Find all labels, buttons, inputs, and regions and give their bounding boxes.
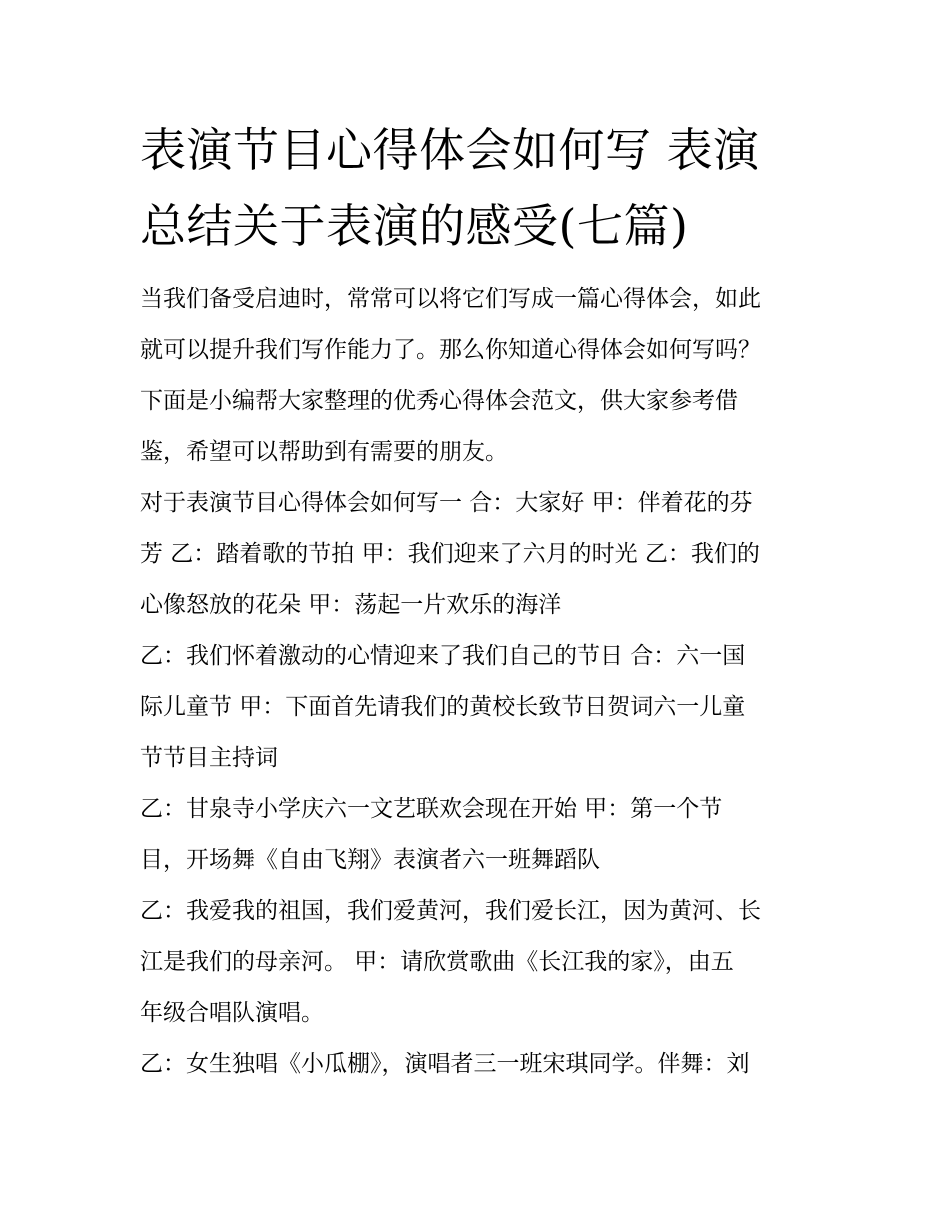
title-line: 总结关于表演的感受(七篇) — [140, 199, 689, 253]
text-line: 心像怒放的花朵 甲：荡起一片欢乐的海洋 — [140, 592, 562, 618]
text-line: 对于表演节目心得体会如何写一 合：大家好 甲：伴着花的芬 — [140, 490, 753, 516]
text-line: 下面是小编帮大家整理的优秀心得体会范文，供大家参考借 — [140, 388, 738, 414]
text-line: 年级合唱队演唱。 — [140, 1000, 324, 1026]
title-line: 表演节目心得体会如何写 表演 — [140, 123, 760, 177]
text-line: 当我们备受启迪时，常常可以将它们写成一篇心得体会，如此 — [140, 286, 761, 312]
text-line: 际儿童节 甲：下面首先请我们的黄校长致节日贺词六一儿童 — [140, 694, 746, 720]
paragraph — [140, 784, 830, 886]
text-line: 乙：甘泉寺小学庆六一文艺联欢会现在开始 甲：第一个节 — [140, 796, 723, 822]
paragraph — [140, 1039, 830, 1090]
text-line: 鉴，希望可以帮助到有需要的朋友。 — [140, 439, 508, 465]
text-line: 乙：我爱我的祖国，我们爱黄河，我们爱长江，因为黄河、长 — [140, 898, 761, 924]
text-line: 目，开场舞《自由飞翔》表演者六一班舞蹈队 — [140, 847, 600, 873]
text-line: 芳 乙：踏着歌的节拍 甲：我们迎来了六月的时光 乙：我们的 — [140, 541, 760, 567]
paragraph — [140, 631, 830, 784]
text-line: 就可以提升我们写作能力了。那么你知道心得体会如何写吗？ — [140, 337, 761, 363]
document-body — [140, 274, 830, 1090]
text-line: 乙：我们怀着激动的心情迎来了我们自己的节日 合：六一国 — [140, 643, 746, 669]
text-line: 江是我们的母亲河。 甲：请欣赏歌曲《长江我的家》，由五 — [140, 949, 734, 975]
paragraph — [140, 886, 830, 1039]
text-line: 节节目主持词 — [140, 745, 278, 771]
text-line: 乙：女生独唱《小瓜棚》，演唱者三一班宋琪同学。伴舞：刘 — [140, 1051, 750, 1077]
paragraph — [140, 478, 830, 631]
paragraph-intro — [140, 274, 830, 478]
document-title — [140, 112, 820, 264]
